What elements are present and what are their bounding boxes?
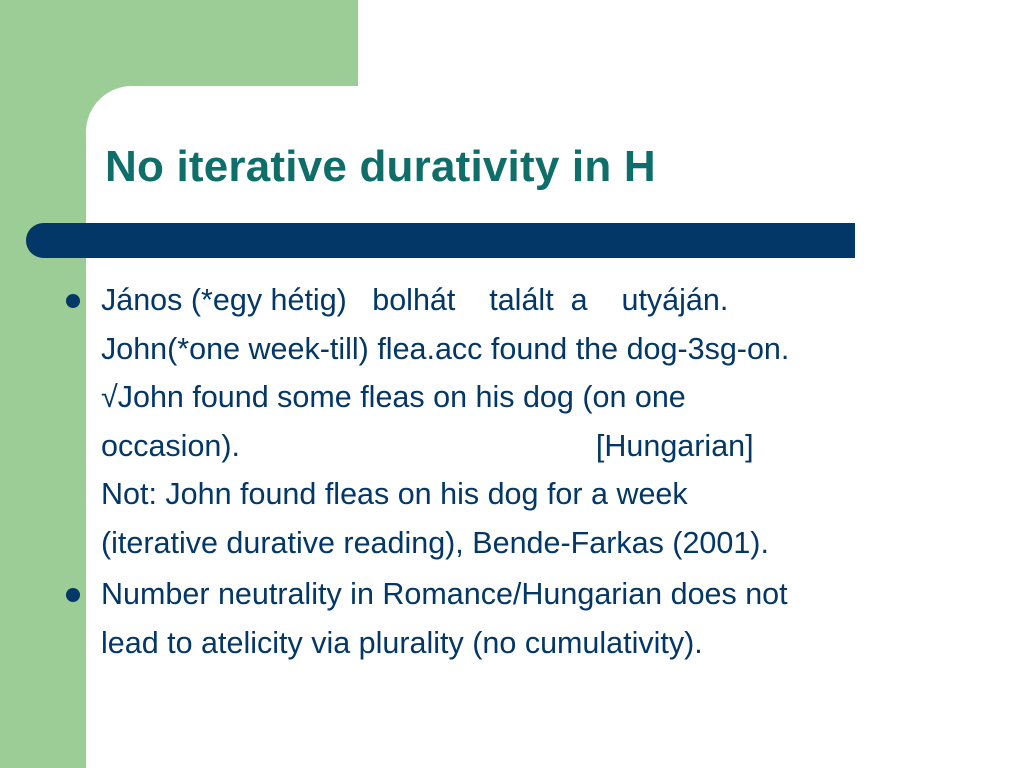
bullet-line: occasion). [Hungarian] xyxy=(101,428,754,463)
bullet-line: Number neutrality in Romance/Hungarian does not xyxy=(101,577,788,611)
bullet-item xyxy=(60,570,1010,667)
bullet-line: lead to atelicity via plurality (no cumulativity). xyxy=(101,625,703,660)
bullet-dot-icon xyxy=(66,588,80,602)
bullet-line: (iterative durative reading), Bende-Farkas (2001). xyxy=(101,525,769,560)
title-underline-bar xyxy=(26,223,855,258)
bullet-line: √John found some fleas on his dog (on one xyxy=(101,380,686,414)
bullet-list xyxy=(60,276,1010,670)
bullet-line: János (*egy hétig) bolhát talált a utyáján. xyxy=(101,283,729,317)
slide-title: No iterative durativity in H xyxy=(105,142,656,191)
bullet-dot-icon xyxy=(66,294,80,308)
bullet-line: Not: John found fleas on his dog for a week xyxy=(101,477,688,511)
bullet-item xyxy=(60,276,1010,567)
bullet-line: John(*one week-till) flea.acc found the dog-3sg-on. xyxy=(101,331,790,366)
